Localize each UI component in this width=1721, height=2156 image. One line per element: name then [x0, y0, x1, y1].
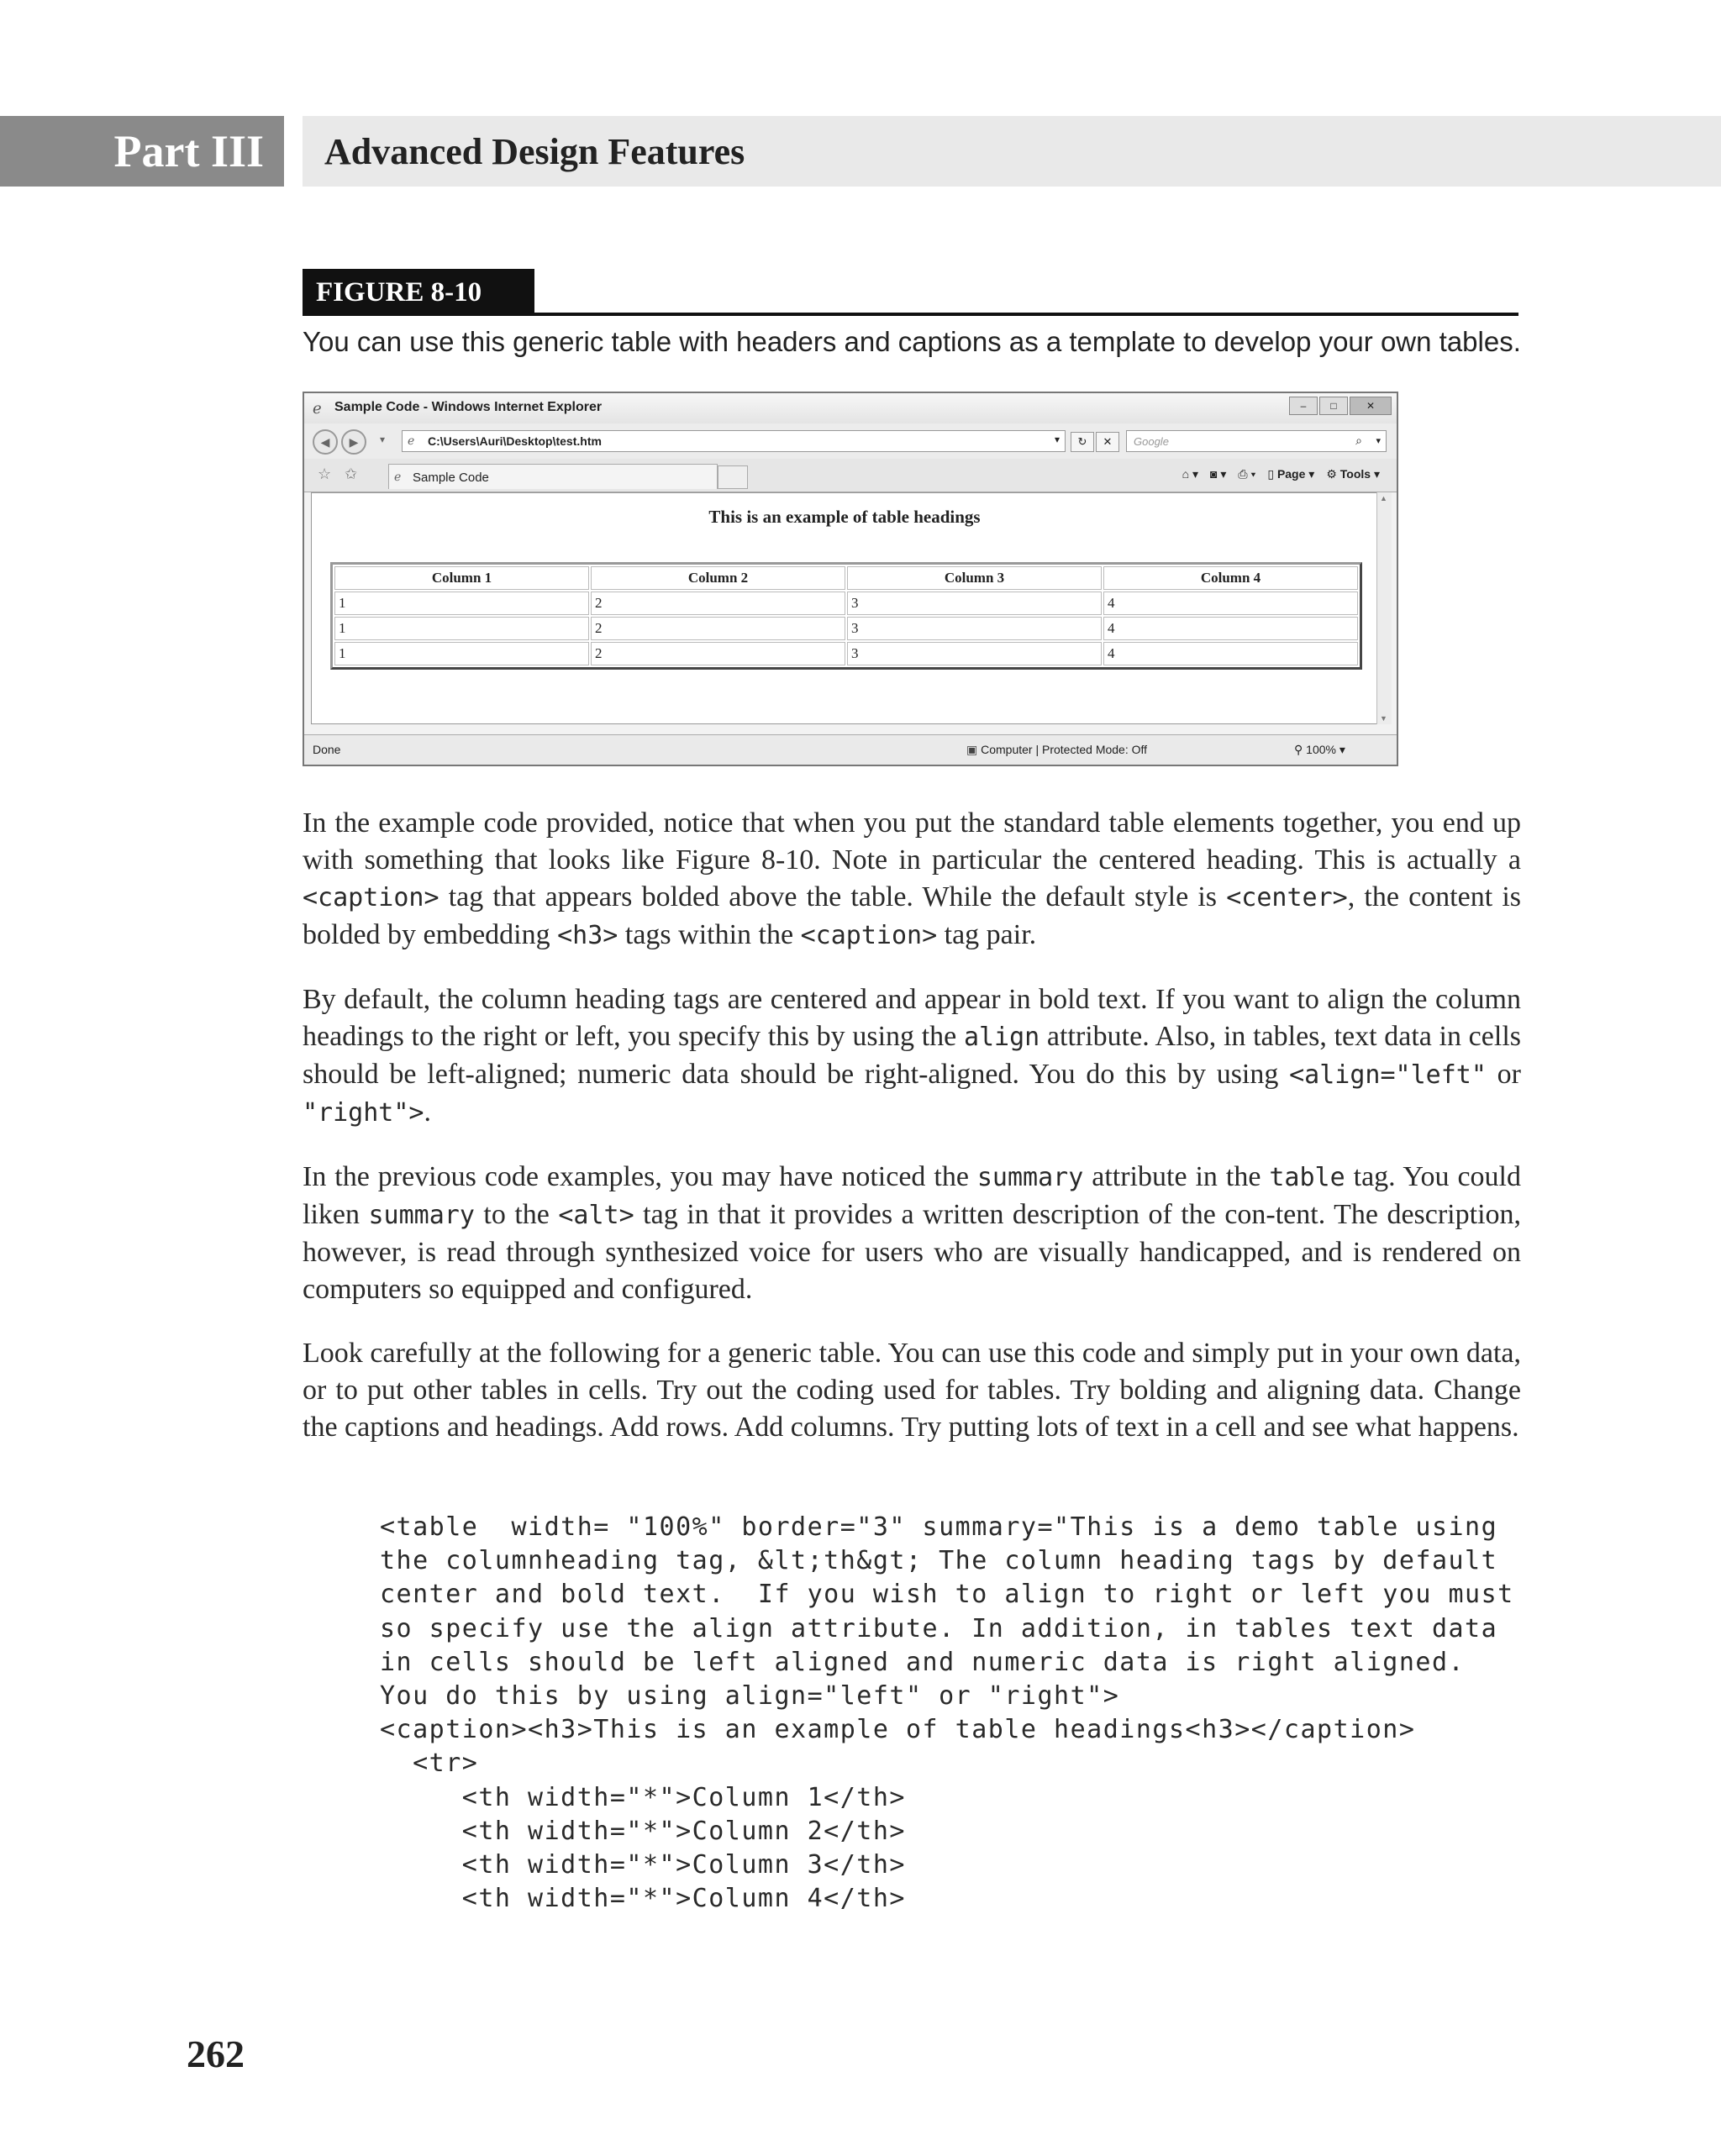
status-bar [304, 734, 1397, 765]
page-menu[interactable]: ▯ Page ▾ [1267, 467, 1315, 481]
tab-sample-code[interactable] [388, 464, 718, 489]
table-row [334, 642, 1358, 665]
tab-bar [304, 459, 1397, 492]
paragraph [303, 981, 1521, 1132]
inline-code: summary [368, 1201, 475, 1230]
text-run: attribute. Also, in tables, text data in cells should be left-aligned; numeric data should be right-aligned. You do this by using [303, 1021, 1521, 1090]
table-cell: 4 [1103, 592, 1358, 615]
status-text: Done [313, 743, 341, 756]
table-header-row [334, 566, 1358, 590]
chapter-title: Advanced Design Features [303, 116, 1721, 187]
table-cell: 2 [591, 642, 845, 665]
window-controls [1289, 397, 1392, 415]
text-run: tag that appears bolded above the table. While the default style is [439, 881, 1227, 912]
text-run: tag pair. [937, 919, 1037, 950]
navigation-bar [304, 423, 1397, 459]
figure-rule [303, 313, 1518, 316]
inline-code: <alt> [558, 1201, 634, 1230]
new-tab-button[interactable] [718, 465, 748, 489]
text-run: , the content is bolded by embedding [303, 881, 1521, 950]
window-titlebar [304, 393, 1397, 423]
table-cell: 3 [847, 642, 1102, 665]
text-run: In the previous code examples, you may have noticed the [303, 1161, 977, 1192]
zoom-level: 100% [1306, 743, 1336, 756]
back-icon[interactable]: ◀ [313, 429, 338, 455]
text-run: tags within the [618, 919, 801, 950]
text-run: or [1486, 1059, 1521, 1090]
text-run: to the [474, 1199, 559, 1230]
inline-code: <caption> [800, 921, 938, 950]
scroll-up-icon[interactable]: ▲ [1380, 494, 1387, 502]
search-icon[interactable]: ⌕ [1355, 434, 1362, 447]
address-text: C:\Users\Auri\Desktop\test.htm [428, 434, 602, 448]
page-icon: ℯ [394, 470, 402, 483]
body-text [303, 805, 1521, 1473]
table-caption: This is an example of table headings [708, 507, 981, 527]
page-number: 262 [187, 2032, 245, 2075]
browser-screenshot [303, 392, 1398, 766]
inline-code: <h3> [557, 921, 618, 950]
favorites-star-icon[interactable]: ☆ [318, 465, 332, 482]
paragraph [303, 805, 1521, 954]
table-cell: 2 [591, 592, 845, 615]
text-run: By default, the column heading tags are centered and appear in bold text. If you want to align the column headings to the right or left, you specify this by using the [303, 984, 1521, 1052]
column-header: Column 3 [847, 566, 1102, 590]
ie-logo-icon: ℯ [313, 400, 322, 417]
inline-code: <align="left" [1289, 1060, 1487, 1090]
column-header: Column 4 [1103, 566, 1358, 590]
figure-caption: You can use this generic table with headers and captions as a template to develop your own tables. [303, 326, 1521, 357]
maximize-icon[interactable]: □ [1319, 397, 1348, 415]
tools-menu[interactable]: ⚙ Tools ▾ [1326, 467, 1380, 481]
page-menu-label: Page [1276, 467, 1306, 481]
table-row [334, 592, 1358, 615]
inline-code: <center> [1226, 883, 1348, 912]
text-run: . [424, 1096, 431, 1128]
text-run: tag in that it provides a written description of the con-tent. The description, however, is read through synthesized voice for users who are visually handicapped, and is rendered on computers so equipped and configured. [303, 1199, 1522, 1305]
vertical-scrollbar[interactable] [1376, 492, 1392, 724]
home-icon[interactable]: ⌂ ▾ [1182, 467, 1198, 481]
zoom-control[interactable]: ⚲ 100% ▾ [1294, 743, 1345, 756]
search-box[interactable] [1126, 430, 1387, 452]
security-zone-label: Computer | Protected Mode: Off [981, 743, 1148, 756]
search-placeholder: Google [1134, 435, 1169, 448]
page-viewport [311, 492, 1378, 724]
table-cell: 4 [1103, 617, 1358, 640]
table-cell: 1 [334, 592, 589, 615]
part-label: Part III [0, 116, 284, 187]
command-bar [1182, 467, 1380, 481]
tab-label: Sample Code [413, 471, 489, 485]
code-listing: <table width= "100%" border="3" summary="This is a demo table using the columnheading tag, &lt;th&gt; The column heading tags by default center and bold text. If you wish to align to right or left you must so specify use the align attribute. In addition, in tables text data in cells should be left aligned and numeric data is right aligned. You do this by using align="left" or "right"> <caption><h3>This is an example of table headings<h3></caption> <tr> <th width="*">Column 1</th> <th width="*">Column 2</th> <th width="*">Column 3</th> <th width="*">Column 4</th> [380, 1512, 1514, 1914]
inline-code: "right"> [303, 1098, 424, 1128]
table-cell: 1 [334, 642, 589, 665]
history-dropdown-icon[interactable]: ▾ [380, 434, 386, 445]
column-header: Column 1 [334, 566, 589, 590]
add-favorites-icon[interactable]: ✩ [345, 465, 358, 482]
paragraph: Look carefully at the following for a generic table. You can use this code and simply put in your own data, or to put other tables in cells. Try out the coding used for tables. Try bolding and aligning data. Change the captions and headings. Add rows. Add columns. Try putting lots of text in a cell and see what happens. [303, 1338, 1521, 1443]
inline-code: summary [976, 1163, 1084, 1192]
paragraph [303, 1159, 1521, 1308]
table-cell: 1 [334, 617, 589, 640]
search-dropdown-icon[interactable]: ▾ [1376, 436, 1381, 446]
address-dropdown-icon[interactable]: ▾ [1054, 434, 1060, 445]
figure-label: FIGURE 8-10 [303, 269, 534, 316]
inline-code: table [1269, 1163, 1345, 1192]
inline-code: align [963, 1023, 1040, 1052]
table-cell: 3 [847, 592, 1102, 615]
table-cell: 2 [591, 617, 845, 640]
page-icon: ℯ [408, 434, 415, 447]
text-run: In the example code provided, notice that when you put the standard table elements together, you end up with something that looks like Figure 8-10. Note in particular the centered heading. This is actually a [303, 807, 1521, 876]
scroll-down-icon[interactable]: ▼ [1380, 714, 1387, 723]
feeds-icon[interactable]: ◙ ▾ [1209, 467, 1227, 481]
security-zone[interactable] [966, 743, 1147, 757]
demo-table [330, 562, 1362, 670]
print-icon[interactable]: ⎙ ▾ [1238, 467, 1256, 481]
stop-icon[interactable]: ✕ [1096, 432, 1119, 452]
table-cell: 4 [1103, 642, 1358, 665]
computer-icon: ▣ [966, 743, 982, 756]
column-header: Column 2 [591, 566, 845, 590]
close-icon[interactable]: ✕ [1350, 397, 1392, 415]
text-run: attribute in the [1083, 1161, 1270, 1192]
inline-code: <caption> [303, 883, 439, 912]
forward-icon[interactable]: ▶ [341, 429, 366, 455]
refresh-icon[interactable]: ↻ [1071, 432, 1094, 452]
tools-menu-label: Tools [1339, 467, 1371, 481]
table-cell: 3 [847, 617, 1102, 640]
zoom-icon: ⚲ [1294, 743, 1307, 756]
address-bar[interactable] [402, 430, 1066, 452]
minimize-icon[interactable]: – [1289, 397, 1318, 415]
text-run: tag. You could liken [303, 1161, 1521, 1230]
window-title: Sample Code - Windows Internet Explorer [334, 400, 603, 414]
table-row [334, 617, 1358, 640]
